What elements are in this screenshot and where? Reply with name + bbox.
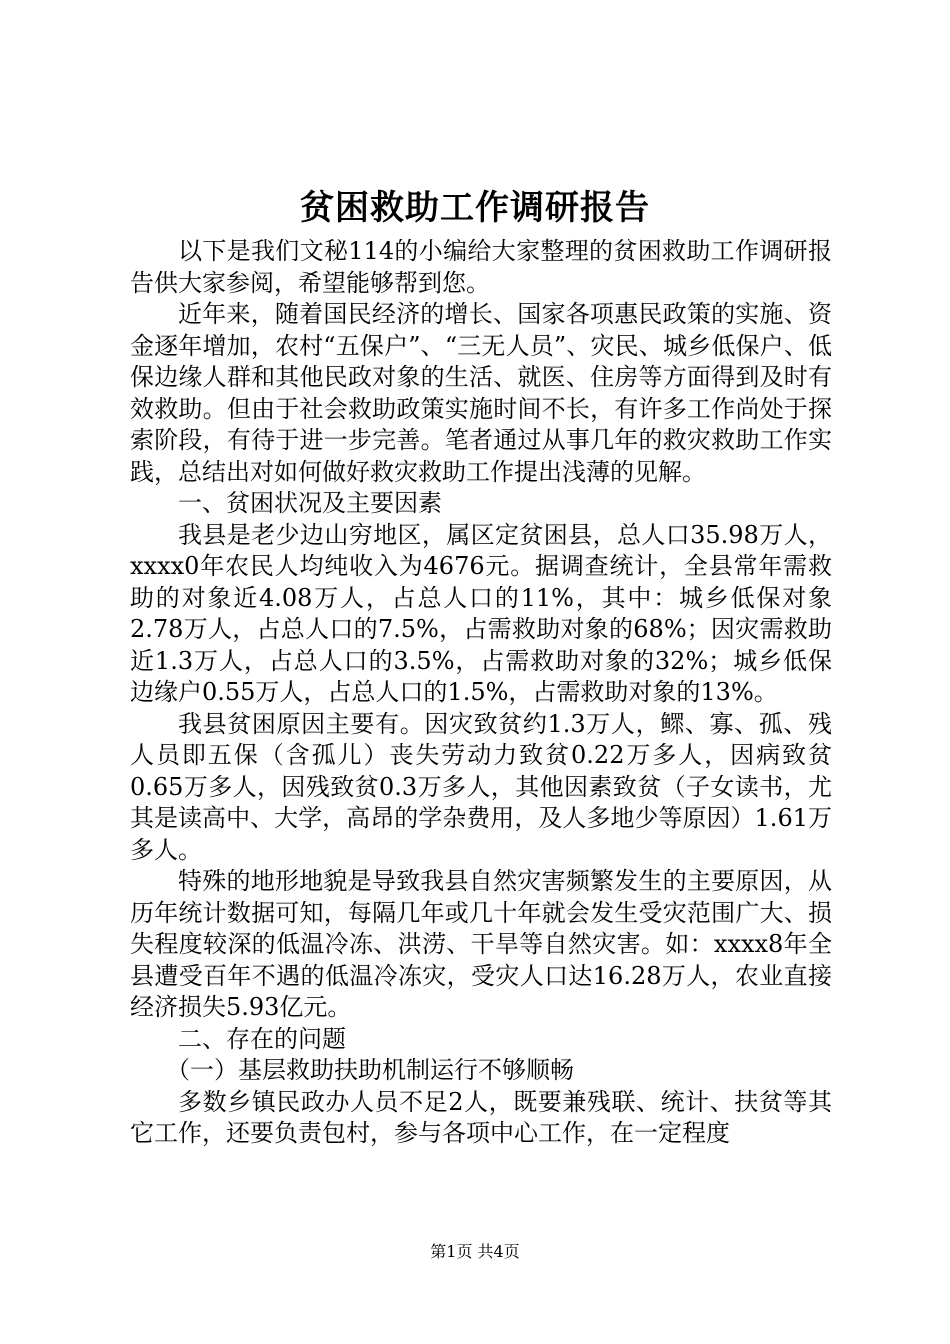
document-title: 贫困救助工作调研报告 — [300, 188, 650, 228]
subsection-heading-1: （一）基层救助扶助机制运行不够顺畅 — [166, 1056, 574, 1084]
document-body — [130, 236, 832, 1150]
section-heading-2: 二、存在的问题 — [178, 1024, 346, 1053]
paragraph-natural-disasters: 特殊的地形地貌是导致我县自然灾害频繁发生的主要原因，从历年统计数据可知，每隔几年或几十年就会发生受灾范围广大、损失程度较深的低温冷冻、洪涝、干旱等自然灾害。如：xxxx8年全县遭受百年不遇的低温冷冻灾，受灾人口达16.28万人，农业直接经济损失5.93亿元。 — [130, 867, 832, 1021]
paragraph-poverty-causes: 我县贫困原因主要有。因灾致贫约1.3万人，鳏、寡、孤、残人员即五保（含孤儿）丧失劳动力致贫0.22万多人，因病致贫0.65万多人，因残致贫0.3万多人，其他因素致贫（子女读书，尤其是读高中、大学，高昂的学杂费用，及人多地少等原因）1.61万多人。 — [130, 709, 832, 864]
paragraph-background: 近年来，随着国民经济的增长、国家各项惠民政策的实施、资金逐年增加，农村“五保户”、“三无人员”、灾民、城乡低保户、低保边缘人群和其他民政对象的生活、就医、住房等方面得到及时有效救助。但由于社会救助政策实施时间不长，有许多工作尚处于探索阶段，有待于进一步完善。笔者通过从事几年的救灾救助工作实践，总结出对如何做好救灾救助工作提出浅薄的见解。 — [130, 300, 832, 486]
paragraph-intro: 以下是我们文秘114的小编给大家整理的贫困救助工作调研报告供大家参阅，希望能够帮到您。 — [130, 237, 832, 297]
paragraph-poverty-status: 我县是老少边山穷地区，属区定贫困县，总人口35.98万人，xxxx0年农民人均纯收入为4676元。据调查统计，全县常年需救助的对象近4.08万人，占总人口的11%，其中：城乡低保对象2.78万人，占总人口的7.5%，占需救助对象的68%；因灾需救助近1.3万人，占总人口的3.5%，占需救助对象的32%；城乡低保边缘户0.55万人，占总人口的1.5%，占需救助对象的13%。 — [130, 520, 832, 706]
section-heading-1: 一、贫困状况及主要因素 — [178, 489, 442, 517]
page-footer: 第1页 共4页 — [430, 1242, 520, 1261]
paragraph-staffing: 多数乡镇民政办人员不足2人，既要兼残联、统计、扶贫等其它工作，还要负责包村，参与各项中心工作，在一定程度 — [130, 1087, 832, 1147]
